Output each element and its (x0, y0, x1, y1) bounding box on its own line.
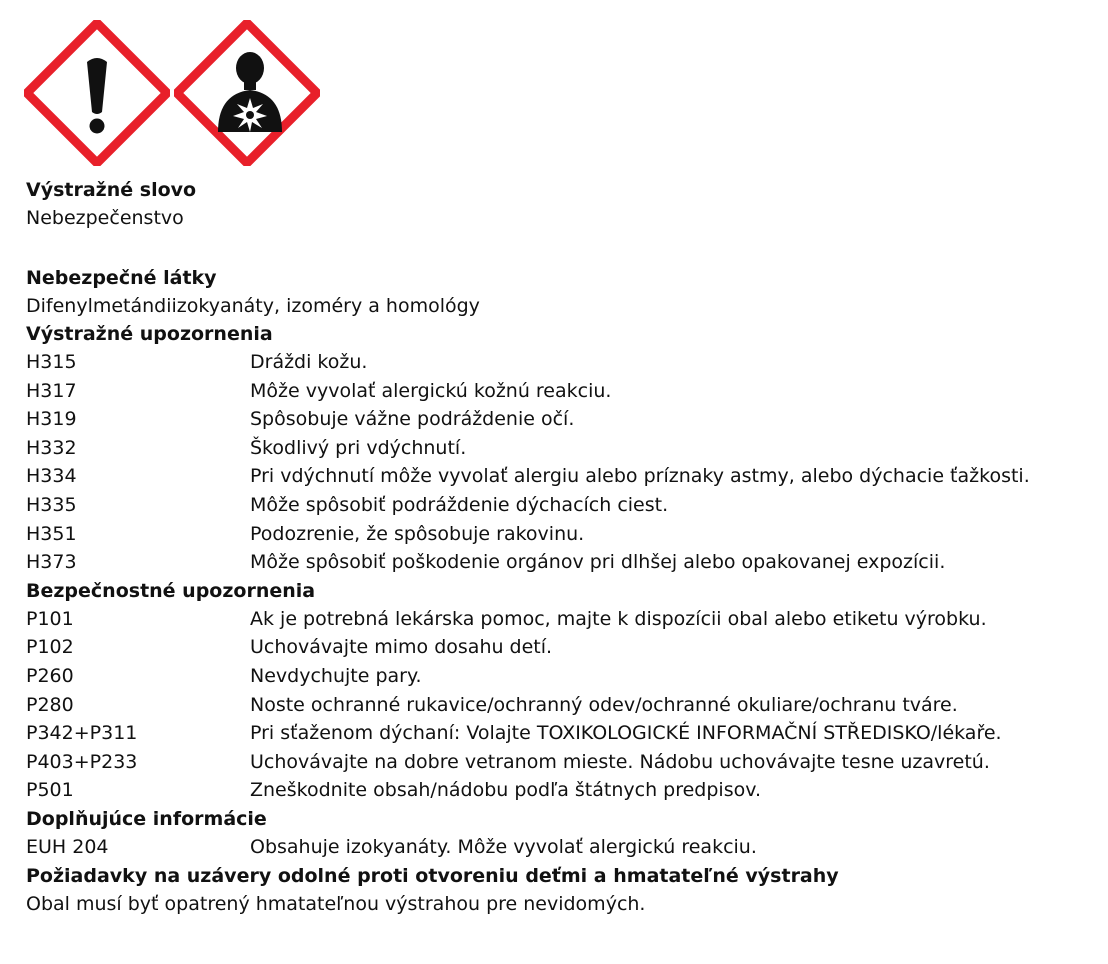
hazard-statement-row (26, 491, 1096, 520)
statement-text: Škodlivý pri vdýchnutí. (250, 436, 467, 459)
statement-text: Pri sťaženom dýchaní: Volajte TOXIKOLOGICKÉ INFORMAČNÍ STŘEDISKO/lékaře. (250, 722, 1002, 745)
supplemental-info-heading: Doplňujúce informácie (26, 807, 267, 830)
statement-text: Dráždi kožu. (250, 351, 368, 373)
statement-text: Pri vdýchnutí môže vyvolať alergiu alebo príznaky astmy, alebo dýchacie ťažkosti. (250, 465, 1030, 488)
statement-code: H334 (26, 465, 77, 488)
child-resistant-value: Obal musí byť opatrený hmatateľnou výstrahou pre nevidomých. (26, 892, 646, 915)
supplemental-info-list (26, 833, 1096, 862)
hazard-statements-heading: Výstražné upozornenia (26, 323, 273, 345)
precautionary-statement-row (26, 719, 1096, 748)
precautionary-statement-row (26, 633, 1096, 662)
statement-code: P403+P233 (26, 750, 138, 773)
statement-text: Nevdychujte pary. (250, 664, 422, 687)
hazard-statement-row (26, 348, 1096, 377)
statement-text: Ak je potrebná lekárska pomoc, majte k dispozícii obal alebo etiketu výrobku. (250, 607, 987, 630)
statement-code: H317 (26, 379, 77, 402)
signal-word-heading: Výstražné slovo (26, 179, 197, 201)
statement-text: Spôsobuje vážne podráždenie očí. (250, 408, 575, 431)
statement-text: Obsahuje izokyanáty. Môže vyvolať alergickú reakciu. (250, 835, 757, 858)
precautionary-statement-row (26, 662, 1096, 691)
statement-code: P280 (26, 693, 74, 716)
hazard-statement-row (26, 434, 1096, 463)
statement-code: P102 (26, 636, 74, 659)
statement-code: EUH 204 (26, 835, 109, 858)
exclamation-mark-icon (24, 20, 170, 166)
statement-code: P342+P311 (26, 722, 138, 745)
hazard-statement-row (26, 405, 1096, 434)
child-resistant-heading: Požiadavky na uzávery odolné proti otvoreniu deťmi a hmatateľné výstrahy (26, 864, 839, 887)
label-content (26, 176, 1096, 918)
precautionary-statement-row (26, 691, 1096, 720)
statement-code: P101 (26, 607, 74, 630)
statement-code: H319 (26, 408, 77, 431)
hazard-statements-list (26, 348, 1096, 577)
signal-word-value: Nebezpečenstvo (26, 207, 184, 229)
supplemental-info-row (26, 833, 1096, 862)
hazard-statement-row (26, 520, 1096, 549)
precautionary-statements-list (26, 605, 1096, 805)
hazard-statement-row (26, 548, 1096, 577)
health-hazard-icon (174, 20, 320, 166)
statement-code: P260 (26, 664, 74, 687)
statement-code: H351 (26, 522, 77, 545)
statement-code: H315 (26, 351, 77, 373)
statement-text: Môže spôsobiť poškodenie orgánov pri dlhšej alebo opakovanej expozícii. (250, 551, 946, 574)
statement-text: Zneškodnite obsah/nádobu podľa štátnych predpisov. (250, 779, 762, 802)
statement-text: Noste ochranné rukavice/ochranný odev/ochranné okuliare/ochranu tváre. (250, 693, 958, 716)
statement-text: Uchovávajte na dobre vetranom mieste. Nádobu uchovávajte tesne uzavretú. (250, 750, 990, 773)
hazardous-substances-value: Difenylmetándiizokyanáty, izoméry a homológy (26, 295, 480, 317)
statement-code: H335 (26, 493, 77, 516)
hazard-statement-row (26, 377, 1096, 406)
precautionary-statement-row (26, 605, 1096, 634)
statement-code: H332 (26, 436, 77, 459)
statement-text: Môže spôsobiť podráždenie dýchacích ciest. (250, 493, 669, 516)
statement-code: H373 (26, 551, 77, 574)
precautionary-statement-row (26, 748, 1096, 777)
ghs-pictograms (24, 20, 324, 166)
statement-code: P501 (26, 779, 74, 802)
statement-text: Uchovávajte mimo dosahu detí. (250, 636, 553, 659)
precautionary-statement-row (26, 776, 1096, 805)
hazard-statement-row (26, 462, 1096, 491)
precautionary-statements-heading: Bezpečnostné upozornenia (26, 579, 316, 602)
statement-text: Môže vyvolať alergickú kožnú reakciu. (250, 379, 612, 402)
statement-text: Podozrenie, že spôsobuje rakovinu. (250, 522, 585, 545)
hazardous-substances-heading: Nebezpečné látky (26, 267, 217, 289)
